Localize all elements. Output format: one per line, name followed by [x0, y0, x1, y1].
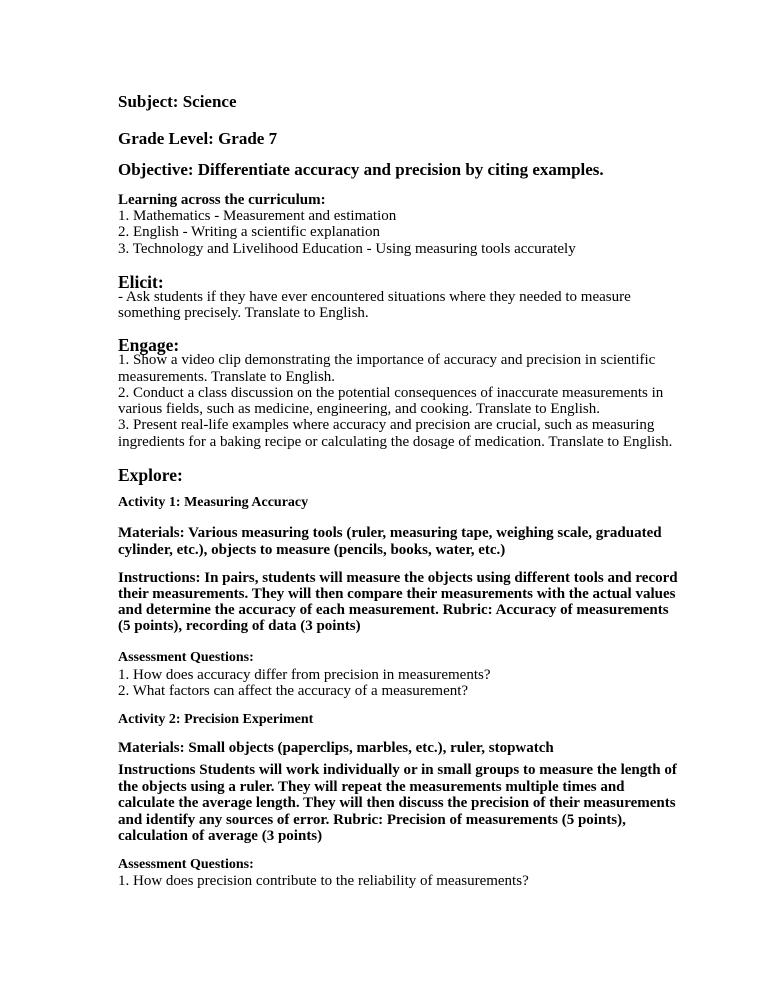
- activity1-question: 2. What factors can affect the accuracy of a measurement?: [118, 683, 469, 699]
- elicit-line: something precisely. Translate to English.: [118, 305, 369, 321]
- activity2-assessment-heading: Assessment Questions:: [118, 857, 254, 872]
- learning-item: 1. Mathematics - Measurement and estimation: [118, 208, 397, 224]
- learning-item: 3. Technology and Livelihood Education - Using measuring tools accurately: [118, 241, 576, 257]
- activity1-question: 1. How does accuracy differ from precision in measurements?: [118, 667, 491, 683]
- engage-line: 1. Show a video clip demonstrating the importance of accuracy and precision in scientific: [118, 352, 656, 368]
- engage-line: measurements. Translate to English.: [118, 369, 336, 385]
- activity2-instructions: calculation of average (3 points): [118, 828, 323, 844]
- activity2-question: 1. How does precision contribute to the reliability of measurements?: [118, 873, 529, 889]
- engage-line: 3. Present real-life examples where accuracy and precision are crucial, such as measuring: [118, 417, 655, 433]
- activity1-instructions: and determine the accuracy of each measurement. Rubric: Accuracy of measurements: [118, 602, 669, 618]
- activity1-instructions: (5 points), recording of data (3 points): [118, 618, 361, 634]
- activity1-title: Activity 1: Measuring Accuracy: [118, 495, 309, 510]
- objective-heading: Objective: Differentiate accuracy and precision by citing examples.: [118, 160, 604, 179]
- explore-heading: Explore:: [118, 465, 183, 485]
- engage-heading: Engage:: [118, 335, 180, 355]
- elicit-line: - Ask students if they have ever encountered situations where they needed to measure: [118, 289, 631, 305]
- activity2-instructions: calculate the average length. They will then discuss the precision of their measurements: [118, 795, 676, 811]
- activity1-instructions: Instructions: In pairs, students will measure the objects using different tools and record: [118, 570, 678, 586]
- activity2-instructions: Instructions Students will work individually or in small groups to measure the length of: [118, 762, 677, 778]
- subject-heading: Subject: Science: [118, 92, 237, 111]
- activity1-instructions: their measurements. They will then compare their measurements with the actual values: [118, 586, 676, 602]
- activity2-instructions: the objects using a ruler. They will repeat the measurements multiple times and: [118, 779, 625, 795]
- grade-level-heading: Grade Level: Grade 7: [118, 129, 278, 148]
- activity2-instructions: and identify any sources of error. Rubric: Precision of measurements (5 points),: [118, 812, 626, 828]
- activity1-materials: Materials: Various measuring tools (ruler, measuring tape, weighing scale, graduated: [118, 525, 662, 541]
- engage-line: 2. Conduct a class discussion on the potential consequences of inaccurate measurements in: [118, 385, 664, 401]
- activity2-materials: Materials: Small objects (paperclips, marbles, etc.), ruler, stopwatch: [118, 740, 554, 756]
- elicit-heading: Elicit:: [118, 272, 164, 292]
- learning-item: 2. English - Writing a scientific explanation: [118, 224, 380, 240]
- learning-heading: Learning across the curriculum:: [118, 192, 326, 208]
- engage-line: ingredients for a baking recipe or calculating the dosage of medication. Translate to English.: [118, 434, 673, 450]
- activity1-assessment-heading: Assessment Questions:: [118, 650, 254, 665]
- engage-line: various fields, such as medicine, engineering, and cooking. Translate to English.: [118, 401, 600, 417]
- activity1-materials: cylinder, etc.), objects to measure (pencils, books, water, etc.): [118, 542, 506, 558]
- activity2-title: Activity 2: Precision Experiment: [118, 712, 314, 727]
